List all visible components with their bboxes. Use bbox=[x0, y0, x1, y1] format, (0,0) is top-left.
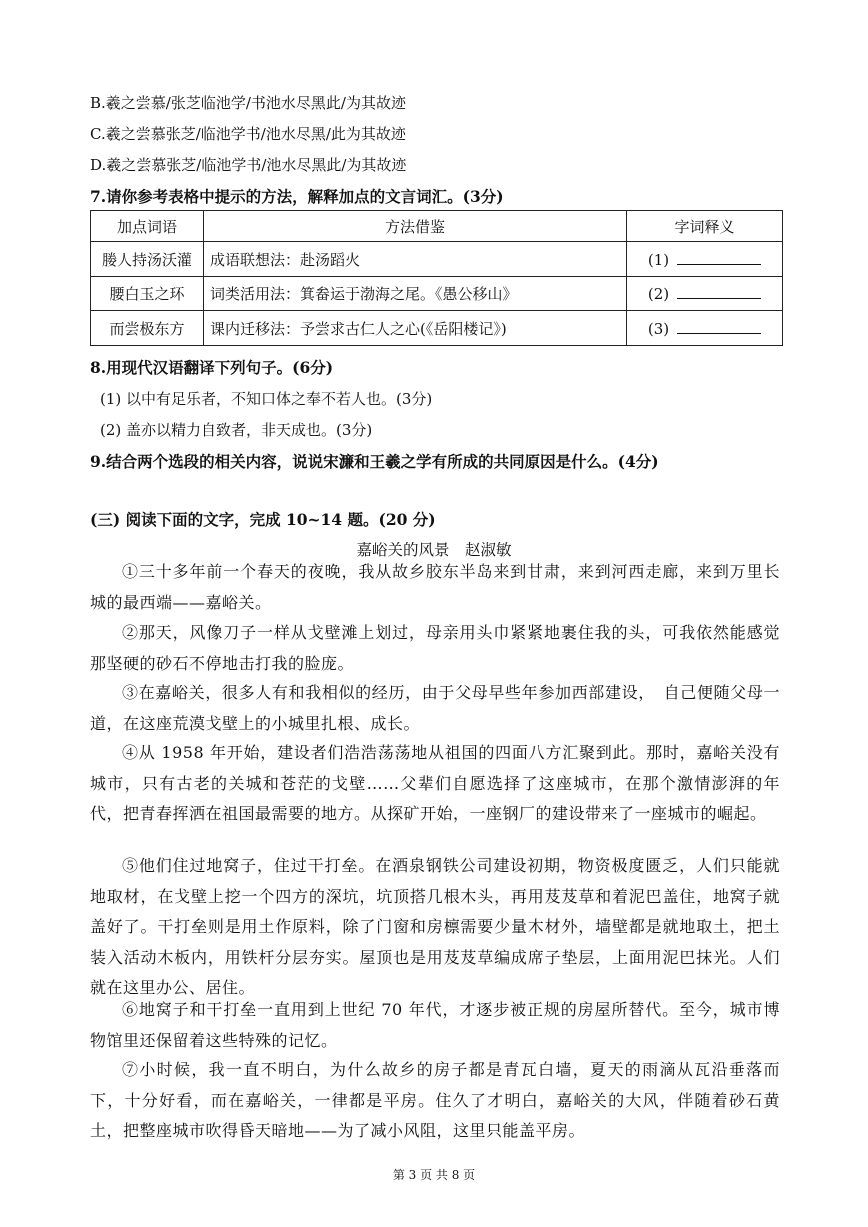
answer-cell bbox=[627, 276, 783, 311]
question-7-prompt: 7.请你参考表格中提示的方法，解释加点的文言词汇。(3分) bbox=[90, 187, 504, 206]
method-hint: 课内迁移法：予尝求古仁人之心(《岳阳楼记》) bbox=[204, 311, 627, 346]
option-d: D.羲之尝慕张芝/临池学书/池水尽黑此/为其故迹 bbox=[90, 156, 407, 174]
dotted-term: 媵人持汤沃灌 bbox=[91, 242, 204, 277]
question-8-item: (2) 盖亦以精力自致者，非天成也。(3分) bbox=[100, 421, 373, 439]
answer-number: (3) bbox=[647, 319, 670, 338]
table-row bbox=[91, 311, 783, 346]
question-8-item: (1) 以中有足乐者，不知口体之奉不若人也。(3分) bbox=[100, 390, 433, 408]
answer-number: (2) bbox=[647, 285, 670, 304]
dotted-term: 而尝极东方 bbox=[91, 311, 204, 346]
answer-blank[interactable] bbox=[677, 319, 761, 334]
article-paragraph: ③在嘉峪关，很多人有和我相似的经历，由于父母早些年参加西部建设， 自己便随父母一道，在这座荒漠戈壁上的小城里扎根、成长。 bbox=[90, 683, 780, 733]
answer-blank[interactable] bbox=[677, 284, 761, 299]
answer-cell bbox=[627, 242, 783, 277]
method-hint: 词类活用法：箕畚运于渤海之尾。《愚公移山》 bbox=[204, 276, 627, 311]
answer-number: (1) bbox=[647, 250, 670, 269]
answer-blank[interactable] bbox=[677, 250, 761, 265]
article-paragraph: ⑤他们住过地窝子，住过干打垒。在酒泉钢铁公司建设初期，物资极度匮乏，人们只能就地取材，在戈壁上挖一个四方的深坑，坑顶搭几根木头，再用芨芨草和着泥巴盖住，地窝子就盖好了。干打垒则是用土作原料，除了门窗和房檩需要少量木材外，墙壁都是就地取土，把土装入活动木板内，用铁杆分层夯实。屋顶也是用芨芨草编成席子垫层，上面用泥巴抹光。人们就在这里办公、居住。 bbox=[90, 856, 780, 997]
method-hint: 成语联想法：赴汤蹈火 bbox=[204, 242, 627, 277]
table-row bbox=[91, 242, 783, 277]
article-paragraph: ⑥地窝子和干打垒一直用到上世纪 70 年代，才逐步被正规的房屋所替代。至今，城市博物馆里还保留着这些特殊的记忆。 bbox=[90, 1000, 780, 1050]
table-header: 方法借鉴 bbox=[204, 211, 627, 242]
question-8-prompt: 8.用现代汉语翻译下列句子。(6分) bbox=[90, 358, 334, 377]
article-paragraph: ④从 1958 年开始，建设者们浩浩荡荡地从祖国的四面八方汇聚到此。那时，嘉峪关没有城市，只有古老的关城和苍茫的戈壁……父辈们自愿选择了这座城市，在那个激情澎湃的年代，把青春挥洒在祖国最需要的地方。从探矿开始，一座钢厂的建设带来了一座城市的崛起。 bbox=[90, 743, 780, 823]
table-row bbox=[91, 276, 783, 311]
answer-cell bbox=[627, 311, 783, 346]
dotted-term: 腰白玉之环 bbox=[91, 276, 204, 311]
table-header: 字词释义 bbox=[627, 211, 783, 242]
article-paragraph: ①三十多年前一个春天的夜晚，我从故乡胶东半岛来到甘肃，来到河西走廊，来到万里长城的最西端——嘉峪关。 bbox=[90, 562, 780, 612]
table-header-row bbox=[91, 211, 783, 242]
vocab-table bbox=[90, 210, 783, 346]
table-header: 加点词语 bbox=[91, 211, 204, 242]
article-title: 嘉峪关的风景 赵淑敏 bbox=[356, 541, 512, 559]
article-paragraph: ⑦小时候，我一直不明白，为什么故乡的房子都是青瓦白墙，夏天的雨滴从瓦沿垂落而下，十分好看，而在嘉峪关，一律都是平房。住久了才明白，嘉峪关的大风，伴随着砂石黄土，把整座城市吹得昏天暗地——为了减小风阻，这里只能盖平房。 bbox=[90, 1060, 780, 1140]
question-9-prompt: 9.结合两个选段的相关内容，说说宋濂和王羲之学有所成的共同原因是什么。(4分) bbox=[90, 452, 659, 471]
option-b: B.羲之尝慕/张芝临池学/书池水尽黑此/为其故迹 bbox=[90, 94, 406, 112]
article-paragraph: ②那天，风像刀子一样从戈壁滩上划过，母亲用头巾紧紧地裹住我的头，可我依然能感觉那坚硬的砂石不停地击打我的脸庞。 bbox=[90, 623, 780, 673]
page-number: 第 3 页 共 8 页 bbox=[392, 1168, 476, 1182]
option-c: C.羲之尝慕张芝/临池学书/池水尽黑/此为其故迹 bbox=[90, 125, 406, 143]
section-heading: (三) 阅读下面的文字，完成 10~14 题。(20 分) bbox=[90, 510, 436, 529]
